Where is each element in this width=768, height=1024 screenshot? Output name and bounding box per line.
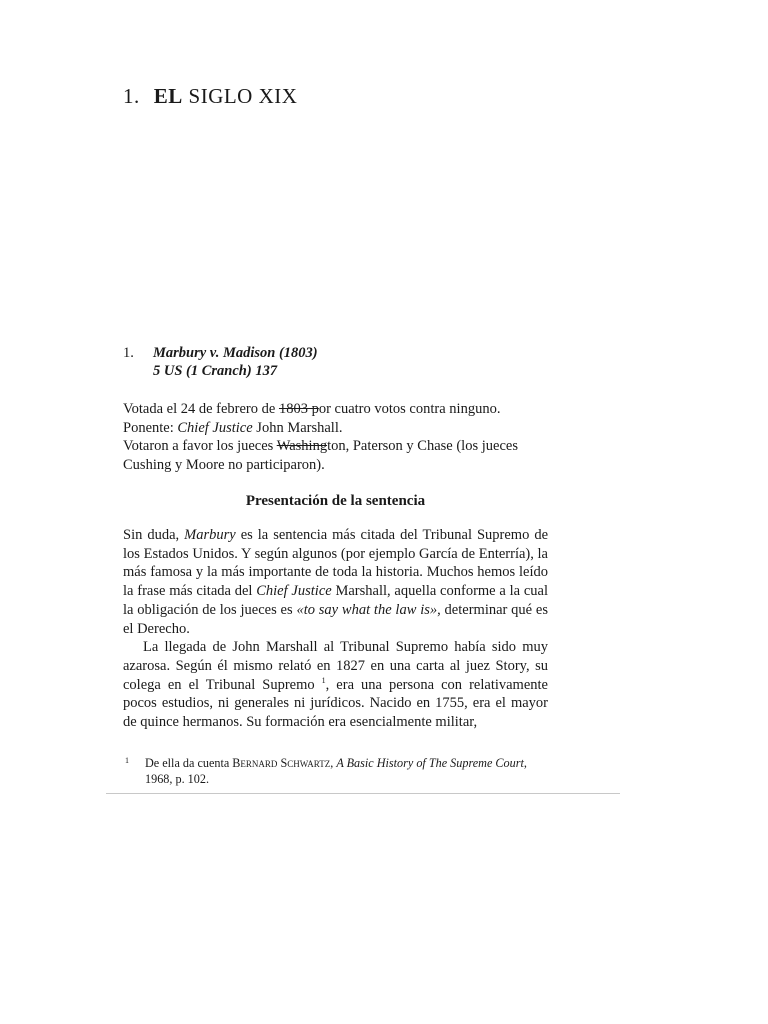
page-rule <box>106 793 620 794</box>
fn-book-title: A Basic History of The Supreme Court <box>336 756 524 770</box>
p1-italic-a: Marbury <box>184 527 236 543</box>
footnote-ref[interactable]: 1 <box>321 675 326 685</box>
rapporteur-label: Ponente: <box>123 419 178 436</box>
chapter-title-rest: SIGLO XIX <box>188 84 298 108</box>
rapporteur-title: Chief Justice <box>177 419 257 436</box>
p2-text-a: La llegada de John Marshall al Tribunal Supremo había sido muy azarosa. Según él mismo relató en 1827 en una carta al juez Story, su colega en el Tribunal Supremo <box>123 639 548 693</box>
fn-text-a: De ella da cuenta <box>145 756 233 770</box>
fn-text-c: , 1968, p. 102. <box>145 756 527 786</box>
vote-date-line <box>123 400 548 419</box>
case-heading <box>123 344 318 380</box>
p1-italic-c: «to say what the law is» <box>296 601 438 618</box>
footnote <box>125 756 550 787</box>
vote-date-rest: or cuatro votos contra ninguno. <box>318 401 501 417</box>
p1-text-b: es la sentencia más citada del Tribunal Supremo de los Estados Unidos. Y según algunos (por ejemplo García de Enterría), la más famosa y la más importante de toda la historia. Muchos hemos leído la frase más citada del <box>123 527 548 600</box>
chapter-number: 1. <box>123 84 140 108</box>
vote-date-struck: 1803 p <box>278 401 319 417</box>
chapter-heading <box>123 84 297 109</box>
p1-text-d: , determinar qué es el Derecho. <box>123 601 548 637</box>
case-number: 1. <box>123 345 134 361</box>
rapporteur-name: John Marshall. <box>256 419 343 436</box>
p1-text-c: Marshall, aquella conforme a la cual la obligación de los jueces es <box>123 583 549 618</box>
paragraph-2 <box>123 638 548 732</box>
votes-text: Votaron a favor los jueces <box>123 438 277 454</box>
vote-date-text: Votada el 24 de febrero de <box>123 401 279 417</box>
case-citation: 5 US (1 Cranch) 137 <box>153 363 278 379</box>
footnote-text <box>145 756 550 787</box>
p1-italic-b: Chief Justice <box>256 583 332 600</box>
p1-text-a: Sin duda, <box>123 527 185 543</box>
fn-author: Bernard Schwartz <box>232 756 331 770</box>
votes-rest: ton, Paterson y Chase (los jueces Cushing y Moore no participaron). <box>123 438 518 473</box>
votes-struck: Washing <box>276 438 328 454</box>
section-title: Presentación de la sentencia <box>245 493 426 509</box>
paragraph-1 <box>123 526 548 638</box>
case-metadata <box>123 400 548 474</box>
votes-line <box>123 437 548 474</box>
rapporteur-line <box>123 419 548 438</box>
chapter-title-bold: EL <box>153 84 183 108</box>
p2-text-b: , era una persona con relativamente pocos estudios, ni generales ni jurídicos. Nacido en 1755, era el mayor de quince hermanos. Su formación era esencialmente militar, <box>123 676 548 731</box>
body-text <box>123 526 548 732</box>
fn-text-b: , <box>330 756 337 770</box>
case-name: Marbury v. Madison (1803) <box>153 345 318 361</box>
footnote-mark: 1 <box>125 756 129 765</box>
